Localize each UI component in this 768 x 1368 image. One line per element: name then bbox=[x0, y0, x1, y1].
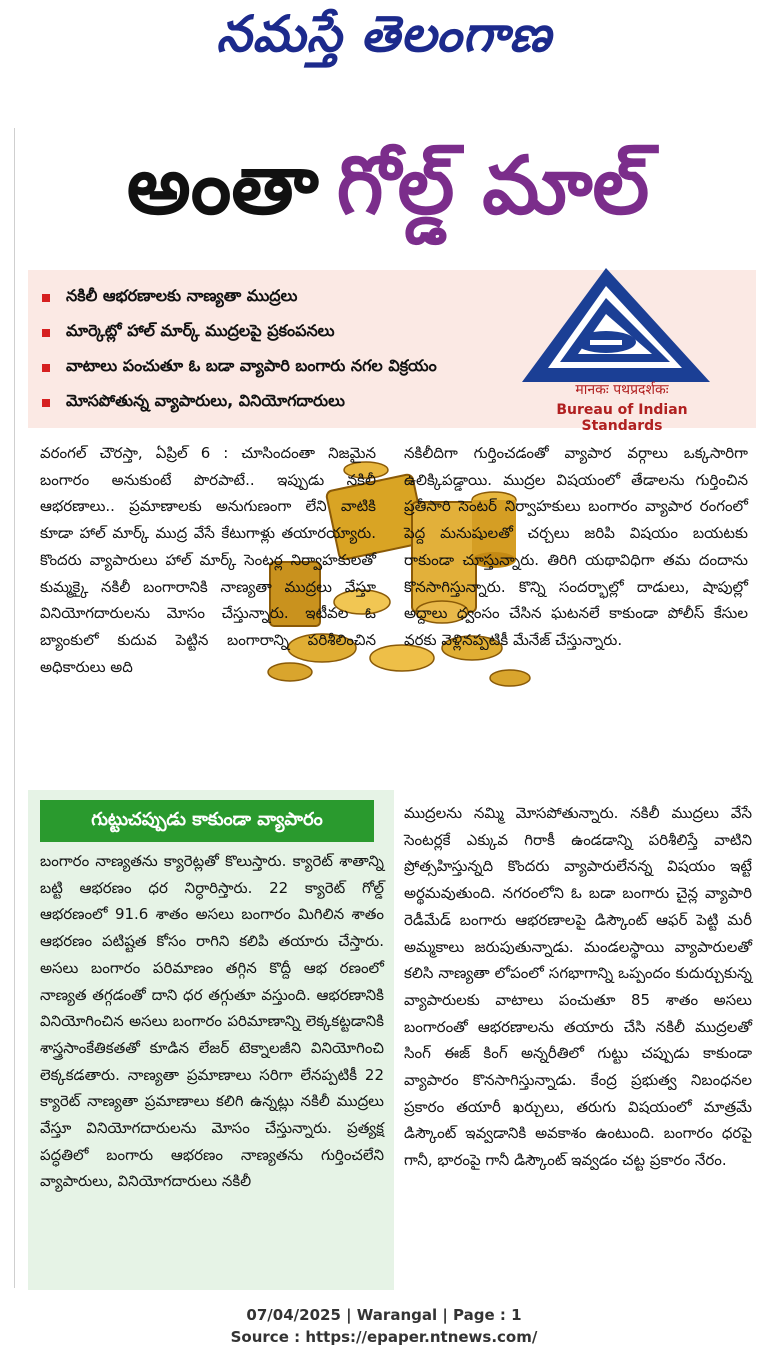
bullet-text: మోసపోతున్న వ్యాపారులు, వినియోగదారులు bbox=[66, 391, 345, 410]
bullet-item bbox=[42, 315, 522, 350]
bis-triangle-icon bbox=[522, 268, 710, 382]
bullet-square-icon bbox=[42, 364, 50, 372]
article-bottom-right: ముద్రలను నమ్మి మోసపోతున్నారు. నకిలీ ముద్రలు వేసే సెంటర్లకే ఎక్కువ గిరాకీ ఉండడాన్ని పరిశీలిస్తే వాటిని ప్రోత్సహిస్తున్నది కొందరు వ్యాపారులేనన్న విషయం ఇట్టే అర్థమవుతుంది. నగరంలోని ఓ బడా బంగారు చైన్ల వ్యాపారి రెడీమేడ్ బంగారు ఆభరణాలపై డిస్కౌంట్ ఆఫర్ పెట్టి మరీ అమ్మకాలు జరుపుతున్నాడు. మండలస్థాయి వ్యాపారులతో కలిసి నాణ్యతా లోపంలో సగభాగాన్ని ఒప్పందం కుదుర్చుకున్న వ్యాపారులకు వాటాలు పంచుతూ 85 శాతం అసలు బంగారంతో ఆభరణాలను తయారు చేసి నకిలీ ముద్రలతో సింగ్ ఈజ్ కింగ్ అన్నరీతిలో గుట్టు చప్పుడు కాకుండా వ్యాపారం కొనసాగిస్తున్నాడు. కేంద్ర ప్రభుత్వ నిబంధనల ప్రకారం తయారీ ఖర్చులు, తరుగు విషయంలో మాత్రమే డిస్కౌంట్ ఇవ్వడానికి అవకాశం ఉంటుంది. బంగారం ధరపై గానీ, భారంపై గానీ డిస్కౌంట్ ఇవ్వడం చట్ట ప్రకారం నేరం. bbox=[404, 804, 752, 1170]
masthead bbox=[0, 0, 768, 80]
headline-part1: అంతా bbox=[126, 138, 319, 232]
bullet-item bbox=[42, 385, 522, 420]
bullet-item bbox=[42, 280, 522, 315]
bullet-text: నకిలీ ఆభరణాలకు నాణ్యతా ముద్రలు bbox=[66, 286, 298, 305]
bullet-square-icon bbox=[42, 329, 50, 337]
bullet-text: వాటాలు పంచుతూ ఓ బడా వ్యాపారి బంగారు నగల విక్రయం bbox=[66, 356, 437, 375]
headline-part2: గోల్డ్ మాల్ bbox=[336, 138, 650, 232]
bullet-list bbox=[42, 280, 522, 420]
bis-caption: Bureau of Indian Standards bbox=[556, 402, 688, 434]
bullet-item bbox=[42, 350, 522, 385]
subheading: గుట్టుచప్పుడు కాకుండా వ్యాపారం bbox=[40, 800, 374, 842]
footer-date-edition: 07/04/2025 | Warangal | Page : 1 bbox=[246, 1306, 522, 1324]
headline bbox=[28, 130, 748, 260]
bis-hindi-text: मानकः पथप्रदर्शकः bbox=[575, 382, 669, 398]
bullet-square-icon bbox=[42, 294, 50, 302]
article-bottom-left: బంగారం నాణ్యతను క్యారెట్లతో కొలుస్తారు. క్యారెట్ శాతాన్ని బట్టి ఆభరణం ధర నిర్ధారిస్తారు. 22 క్యారెట్ గోల్డ్ ఆభరణంలో 91.6 శాతం అసలు బంగారం మిగిలిన శాతం ఆభరణం పటిష్టత కోసం రాగిని కలిపి తయారు చేస్తారు. అసలు బంగారం పరిమాణం తగ్గిన కొద్దీ ఆభ రణంలో నాణ్యత తగ్గడంతో దాని ధర తగ్గుతూ వస్తుంది. ఆభరణానికి వినియోగించిన అసలు బంగారం పరిమాణాన్ని లెక్కకట్టడానికి శాస్త్రసాంకేతికతతో కూడిన లేజర్ టెక్నాలజీని వినియోగించి లెక్కకడతారు. నాణ్యతా ప్రమాణాలు సరిగా లేనప్పటికీ 22 క్యారెట్ నాణ్యతా ప్రమాణాలు కలిగి ఉన్నట్లు నకిలీ ముద్రలు వేస్తూ వినియోగదారులను మోసం చేస్తున్నారు. ప్రత్యక్ష పద్ధతిలో బంగారు ఆభరణం నాణ్యతను గుర్తించలేని వ్యాపారులు, వినియోగదారులు నకిలీ bbox=[40, 852, 384, 1191]
article-left-column: వరంగల్ చౌరస్తా, ఏప్రిల్ 6 : చూసిందంతా నిజమైన బంగారం అనుకుంటే పొరపాటే.. ఇప్పుడు నకిలీ ఆభరణాలు.. ప్రమాణాలకు అనుగుణంగా లేని వాటికి కూడా హాల్ మార్క్ ముద్ర వేసే కేటుగాళ్లు తయారయ్యారు. కొందరు వ్యాపారులు హాల్ మార్క్ సెంటర్ల నిర్వాహకులతో కుమ్మక్కై నకిలీ బంగారానికి నాణ్యతా ముద్రలు వేస్తూ వినియోగదారులను మోసం చేస్తున్నారు. ఇటీవల ఓ బ్యాంకులో కుదువ పెట్టిన బంగారాన్ని పరిశీలించిన అధికారులు అది bbox=[40, 444, 376, 676]
masthead-title: నమస్తే తెలంగాణ bbox=[216, 4, 552, 63]
bullet-square-icon bbox=[42, 399, 50, 407]
article-right-column: నకిలీదిగా గుర్తించడంతో వ్యాపార వర్గాలు ఒక్కసారిగా ఉలిక్కిపడ్డాయి. ముద్రల విషయంలో తేడాలను గుర్తించిన ప్రతీసారి సెంటర్ నిర్వాహకులు బంగారం వ్యాపార రంగంలో పెద్ద మనుషులతో చర్చలు జరిపి విషయం బయటకు రాకుండా చూస్తున్నారు. తిరిగి యథావిధిగా తమ దందాను కొనసాగిస్తున్నారు. కొన్ని సందర్భాల్లో దాడులు, షాపుల్లో అద్దాలు ధ్వంసం చేసిన ఘటనలే కాకుండా పోలీస్ కేసుల వరకు వెళ్లినప్పటికీ మేనేజ్ చేస్తున్నారు. bbox=[404, 444, 748, 649]
footer-source: Source : https://epaper.ntnews.com/ bbox=[230, 1328, 538, 1346]
bullet-text: మార్కెట్లో హాల్ మార్క్ ముద్రలపై ప్రకంపనలు bbox=[66, 321, 335, 340]
